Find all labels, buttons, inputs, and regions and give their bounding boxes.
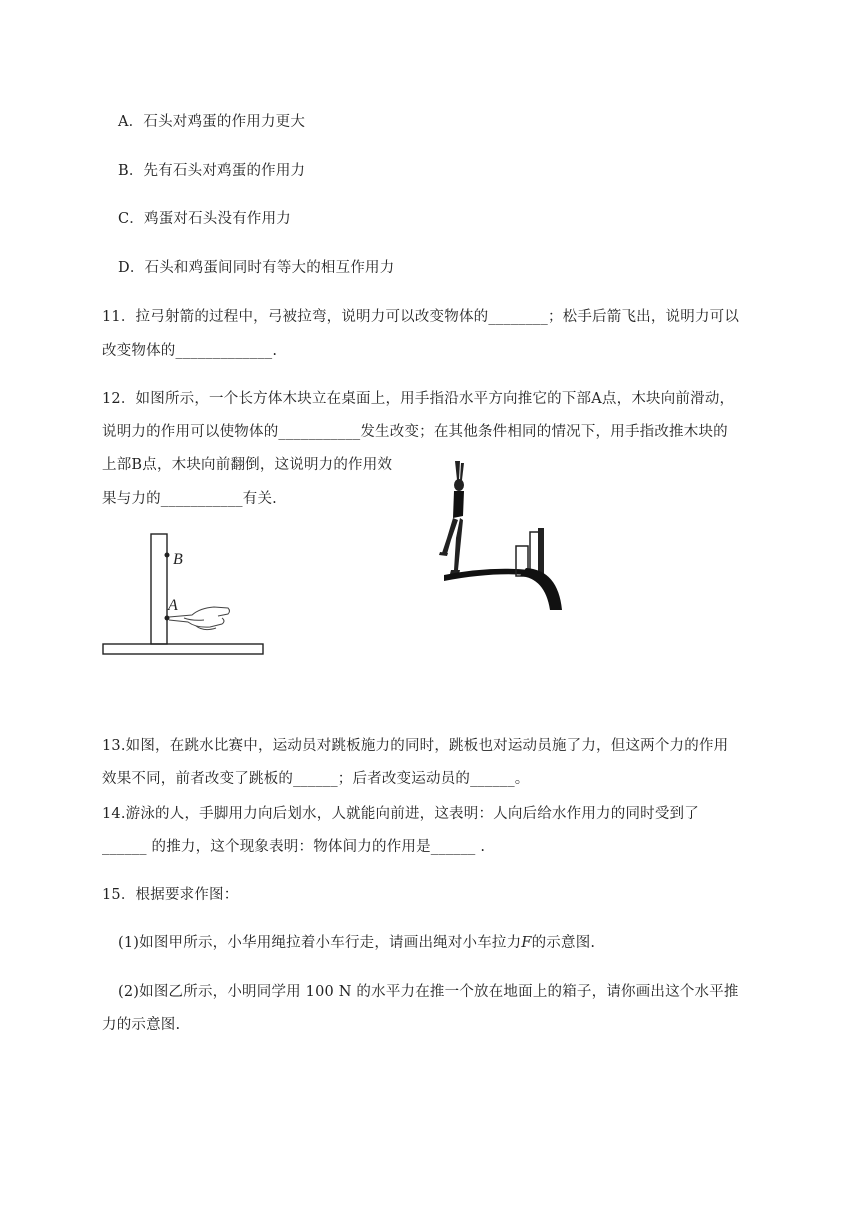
q13-line-2: 效果不同，前者改变了跳板的______；后者改变运动员的______。: [102, 771, 530, 787]
hand-icon: [169, 607, 230, 630]
block-figure: [100, 528, 270, 658]
q15-sub-2-line-2: 力的示意图.: [102, 1017, 181, 1033]
force-symbol-f: F: [521, 935, 532, 951]
q11-line-2: 改变物体的_____________.: [102, 343, 278, 359]
option-a: A．石头对鸡蛋的作用力更大: [118, 114, 306, 130]
q12-line-1: 12．如图所示，一个长方体木块立在桌面上，用手指沿水平方向推它的下部A点，木块向前滑动，: [102, 391, 735, 407]
wooden-block: [151, 534, 167, 644]
q13-line-1: 13.如图，在跳水比赛中，运动员对跳板施力的同时，跳板也对运动员施了力，但这两个力的作用: [102, 738, 729, 754]
q15-sub-1-text-a: (1)如图甲所示，小华用绳拉着小车行走，请画出绳对小车拉力: [118, 935, 522, 951]
label-b: B: [173, 551, 183, 568]
q15-sub-1-text-b: 的示意图.: [531, 935, 596, 951]
board-stand: [516, 528, 562, 610]
label-a: A: [168, 597, 178, 614]
option-b: B．先有石头对鸡蛋的作用力: [118, 163, 306, 179]
diver-icon: [439, 461, 464, 574]
q12-line-2: 说明力的作用可以使物体的___________发生改变；在其他条件相同的情况下，用手指改推木块的: [102, 424, 728, 440]
q11-line-1: 11．拉弓射箭的过程中，弓被拉弯，说明力可以改变物体的________；松手后箭飞出，说明力可以: [102, 309, 740, 325]
option-d: D．石头和鸡蛋间同时有等大的相互作用力: [118, 260, 395, 276]
q15-title: 15．根据要求作图：: [102, 887, 239, 903]
option-c: C．鸡蛋对石头没有作用力: [118, 211, 291, 227]
q12-line-3: 上部B点，木块向前翻倒，这说明力的作用效: [102, 457, 393, 473]
diving-figure: [430, 458, 565, 616]
q15-sub-1: [118, 931, 595, 952]
q15-sub-2-line-1: (2)如图乙所示，小明同学用 100 N 的水平力在推一个放在地面上的箱子，请你画出这个水平推: [118, 984, 739, 1000]
point-a: [165, 616, 170, 621]
q12-line-4: 果与力的___________有关.: [102, 491, 277, 507]
point-b: [165, 553, 170, 558]
q14-line-1: 14.游泳的人，手脚用力向后划水，人就能向前进，这表明：人向后给水作用力的同时受到了: [102, 806, 699, 822]
q14-line-2: ______ 的推力，这个现象表明：物体间力的作用是______ .: [102, 839, 486, 855]
table-surface: [103, 644, 263, 654]
